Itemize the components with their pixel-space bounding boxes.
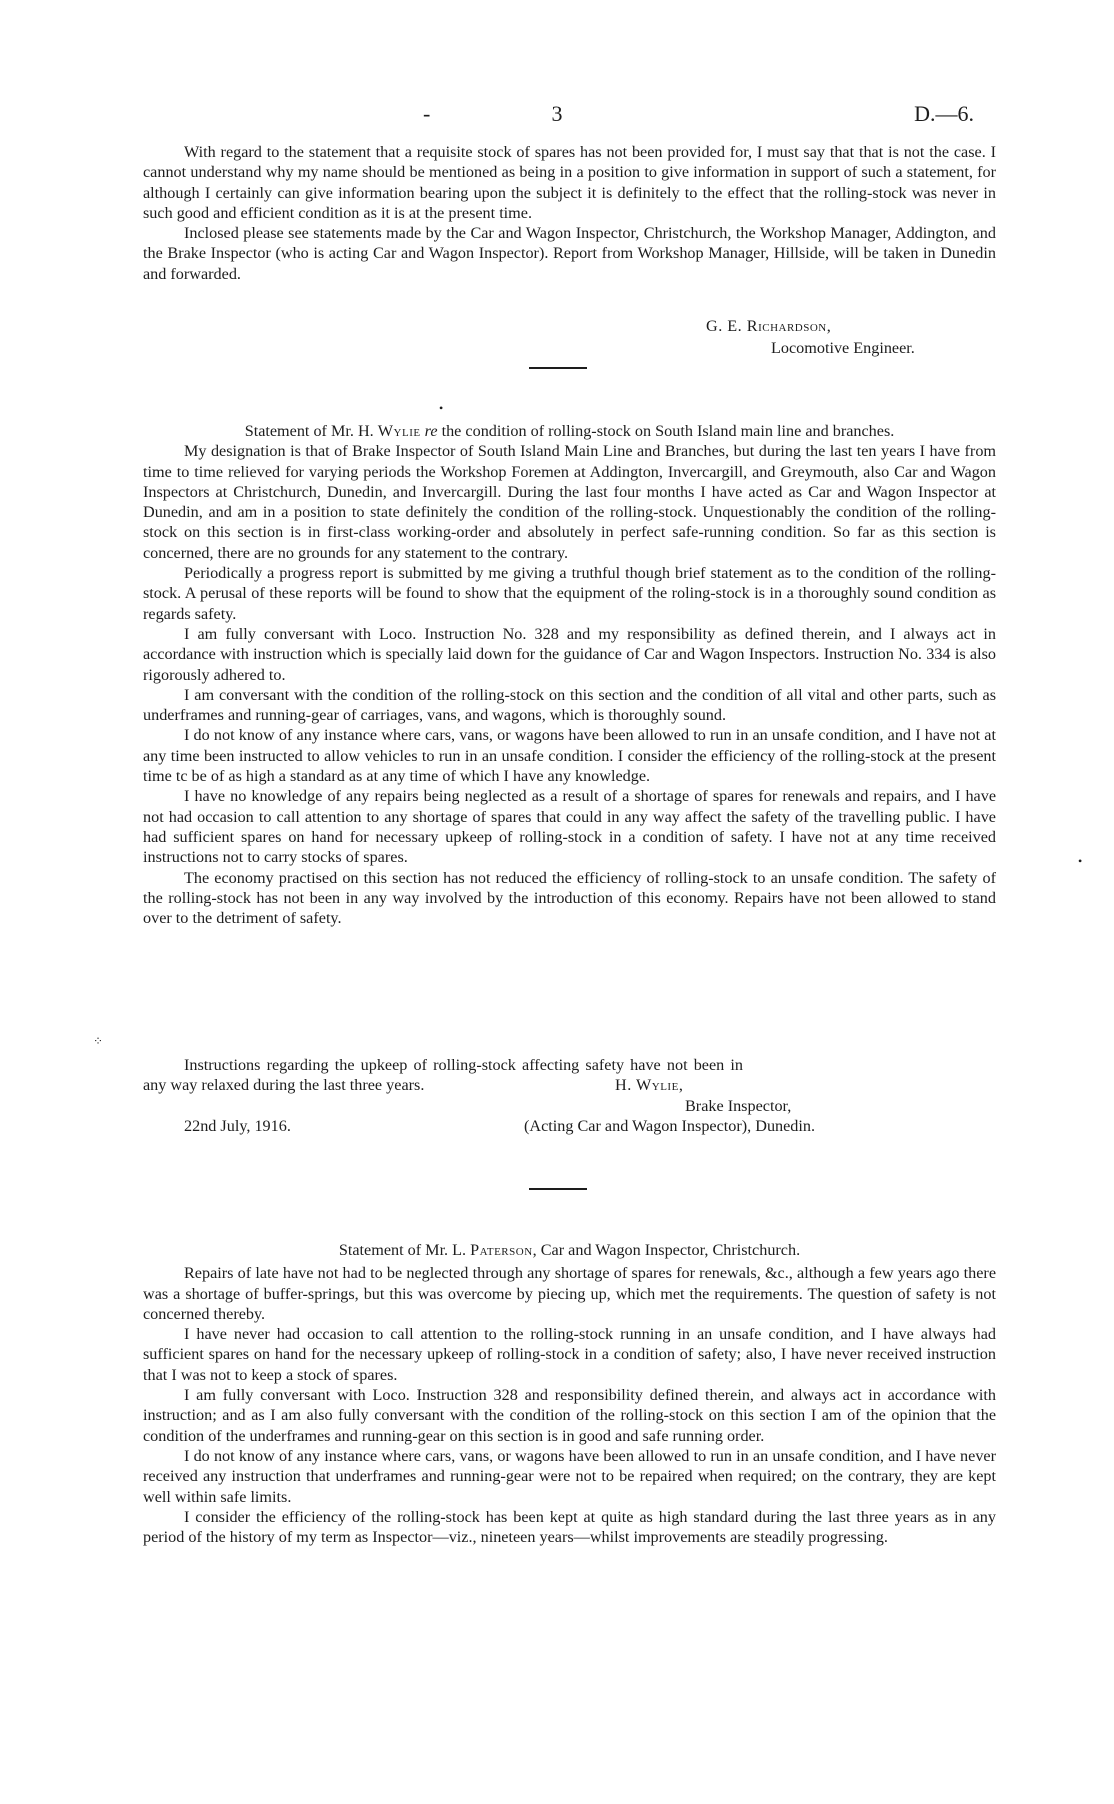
wylie-signature-name: H. Wylie,	[615, 1076, 684, 1094]
paragraph: Inclosed please see statements made by the Car and Wagon Inspector, Christchurch, the Workshop Manager, Addington, and the Brake Inspector (who is acting Car and Wagon Inspector). Report from Workshop Manager, Hillside, will be taken in Dunedin and forwarded.	[143, 224, 996, 283]
paterson-statement	[143, 1240, 996, 1547]
paragraph: I have never had occasion to call attention to the rolling-stock running in an unsafe condition, and I have always had sufficient spares on hand for the necessary upkeep of rolling-stock in a condition of safety; also, I have never received instruction that I was not to keep a stock of spares.	[143, 1325, 996, 1384]
wylie-signature-role: (Acting Car and Wagon Inspector), Dunedin.	[524, 1117, 816, 1135]
paragraph: I consider the efficiency of the rolling-stock has been kept at quite as high standard during the last three years as in any period of the history of my term as Inspector—viz., nineteen years—whilst improvements are steadily progressing.	[143, 1507, 996, 1547]
paragraph: I do not know of any instance where cars, vans, or wagons have been allowed to run in an unsafe condition, and I have never received any instruction that underframes and running-gear were not to be repaired when required; on the contrary, they are kept well within safe limits.	[143, 1446, 996, 1506]
paragraph: Repairs of late have not had to be neglected through any shortage of spares for renewals, &c., although a few years ago there was a shortage of buffer-springs, but this was overcome by piecing up, which met the requirements. The question of safety is not concerned thereby.	[143, 1264, 996, 1323]
wylie-statement	[143, 421, 996, 928]
paragraph: I do not know of any instance where cars, vans, or wagons have been allowed to run in an unsafe condition, and I have not at any time been instructed to allow vehicles to run in an unsafe condition. I consider the efficiency of the rolling-stock at the present time tc be of as high a standard as at any time of which I have any knowledge.	[143, 726, 996, 786]
paragraph: I am fully conversant with Loco. Instruction 328 and responsibility defined therein, and always act in accordance with instruction; and as I am also fully conversant with the condition of the rolling-stock on this section I am of the opinion that the condition of the underframes and running-gear on this section is in good and safe running order.	[143, 1386, 996, 1445]
paragraph: Instructions regarding the upkeep of rolling-stock affecting safety have not been in any way relaxed during the last three years.	[143, 1056, 743, 1095]
paragraph: With regard to the statement that a requisite stock of spares has not been provided for, I must say that that is not the case. I cannot understand why my name should be mentioned as being in a position to give information in support of such a statement, for although I certainly can give information bearing upon the subject it is definitely to the effect that the rolling-stock was never in such good and efficient condition as it is at the present time.	[143, 143, 996, 222]
page-header	[140, 101, 974, 131]
paragraph: Periodically a progress report is submitted by me giving a truthful though brief statement as to the condition of the rolling-stock. A perusal of these reports will be found to show that the equipment of the roling-stock is in a thoroughly sound condition as regards safety.	[143, 564, 996, 623]
print-speck: ⁘	[93, 1034, 104, 1048]
richardson-signature-name: G. E. Richardson,	[706, 317, 832, 335]
paragraph: I have no knowledge of any repairs being neglected as a result of a shortage of spares for renewals and repairs, and I have not had occasion to call attention to any shortage of spares that could in any way affect the safety of the travelling public. I have had sufficient spares on hand for necessary upkeep of rolling-stock in a condition of safety. I have not at any time received instructions not to carry stocks of spares.	[143, 787, 996, 867]
document-reference: D.—6.	[914, 101, 974, 126]
print-speck: •	[439, 401, 444, 415]
wylie-date: 22nd July, 1916.	[184, 1117, 291, 1135]
wylie-statement-title: Statement of Mr. H. Wylie re the condition of rolling-stock on South Island main line and branches.	[244, 422, 895, 440]
paragraph: The economy practised on this section has not reduced the efficiency of rolling-stock to an unsafe condition. The safety of the rolling-stock has not been in any way involved by the introduction of this economy. Repairs have not been allowed to stand over to the detriment of safety.	[143, 868, 996, 928]
header-dash: -	[423, 101, 431, 126]
paterson-statement-title: Statement of Mr. L. Paterson, Car and Wagon Inspector, Christchurch.	[338, 1241, 801, 1259]
print-speck: •	[1078, 854, 1083, 868]
richardson-signature-title: Locomotive Engineer.	[771, 339, 915, 357]
richardson-letter	[143, 142, 996, 284]
wylie-signature-title: Brake Inspector,	[685, 1097, 792, 1115]
paragraph: I am conversant with the condition of the rolling-stock on this section and the condition of all vital and other parts, such as underframes and running-gear of carriages, vans, and wagons, which is thoroughly sound.	[143, 685, 996, 725]
section-divider	[529, 367, 587, 369]
section-divider	[529, 1188, 587, 1190]
page-number: 3	[551, 101, 563, 126]
paragraph: My designation is that of Brake Inspector of South Island Main Line and Branches, but during the last ten years I have from time to time relieved for varying periods the Workshop Foremen at Addington, Invercargill, and Greymouth, also Car and Wagon Inspectors at Christchurch, Dunedin, and Invercargill. During the last four months I have acted as Car and Wagon Inspector at Dunedin, and am in a position to state definitely the condition of the rolling-stock. Unquestionably the condition of the rolling-stock on this section is in first-class working-order and absolutely in perfect safe-running condition. So far as this section is concerned, there are no grounds for any statement to the contrary.	[143, 442, 996, 562]
paragraph: I am fully conversant with Loco. Instruction No. 328 and my responsibility as defined therein, and I always act in accordance with instruction which is specially laid down for the guidance of Car and Wagon Inspectors. Instruction No. 334 is also rigorously adhered to.	[143, 624, 996, 684]
